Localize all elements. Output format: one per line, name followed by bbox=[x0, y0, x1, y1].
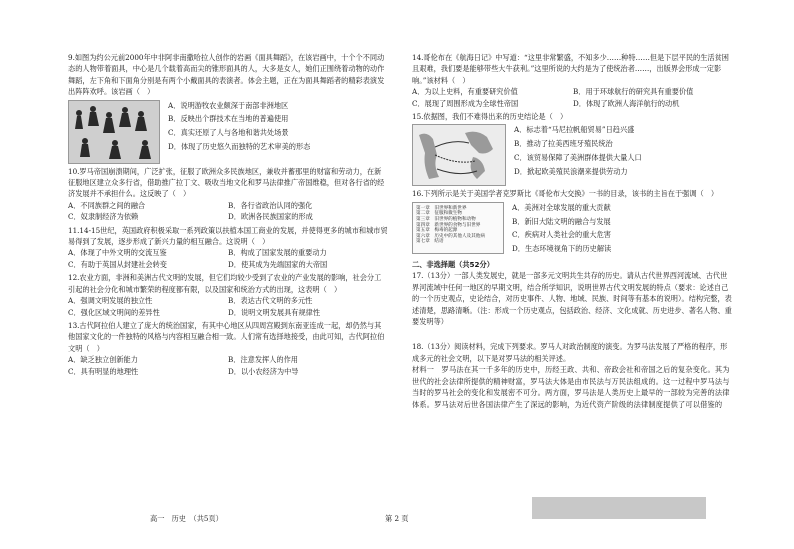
question-10-options bbox=[68, 200, 388, 223]
q11-option-d[interactable]: D．使其成为先端国家的大帝国 bbox=[228, 259, 328, 269]
question-18-stem: 18.（13分）阅读材料，完成下列要求。罗马人对政治制度的演变。为罗马法发展了严格的程序，形成多元的社会文明，以下是对罗马法的相关评述。 bbox=[412, 342, 728, 363]
trade-route-map-svg bbox=[413, 125, 505, 185]
trade-route-map-image bbox=[412, 124, 506, 186]
q14-option-a[interactable]: A．为以上史料，有重要研究价值 bbox=[412, 87, 518, 97]
toc-line: 第三章 旧世界的植物和动物 bbox=[416, 217, 476, 223]
q13-option-b[interactable]: B．注意发挥人的作用 bbox=[228, 355, 298, 365]
question-15-figure-row bbox=[412, 124, 734, 186]
q9-option-d[interactable]: D．体现了历史悠久而独特的艺术审美的形态 bbox=[168, 142, 311, 152]
question-17-stem: 17.（13分）一部人类发展史，就是一部多元文明共生共存的历史。请从古代世界西河流域、古代世界河流域中任何一地区的早期文明，结合所学知识，说明世界古代文明发展的特点（要求：论述自己的一个历史观点，史论结合，对历史事件、人物、地域、民族、时间等有基本的说明）。结构完整，表述清楚，思路清晰。（注：形成一个历史观点，包括政治、经济、文化成就、历史进步、著名人物、重要发明等） bbox=[412, 271, 732, 327]
toc-line: 第七章 结语 bbox=[416, 239, 444, 245]
q13-option-c[interactable]: C．具有明显的地理性 bbox=[68, 366, 139, 376]
q15-option-d[interactable]: D．掀起欧美殖民浪潮来提供劳动力 bbox=[514, 166, 628, 176]
question-11-options bbox=[68, 247, 388, 270]
book-toc-table bbox=[412, 202, 504, 254]
section-2-heading: 二、非选择题（共52分） bbox=[412, 260, 494, 270]
q10-option-d[interactable]: D．欧洲各民族国家的形成 bbox=[228, 212, 313, 222]
question-9-figure-row bbox=[68, 100, 388, 164]
q13-option-d[interactable]: D．以小农经济为中导 bbox=[228, 366, 299, 376]
rock-painting-svg bbox=[69, 101, 159, 163]
q10-option-c[interactable]: C．奴隶制经济为依赖 bbox=[68, 212, 139, 222]
question-12-stem: 12.农业方面，非洲和美洲古代文明的发展，但它们均较少受到了农业的产业发展的影响，社会分工引起的社会分化和城市繁荣的程度都有限，以及国家和统治方式的出现，这表明（ ） bbox=[68, 273, 382, 294]
question-16-stem: 16.下列所示是关于美国学者克罗斯比《哥伦布大交换》一书的目录，该书的主旨在于强调（ ） bbox=[412, 189, 719, 199]
q12-option-c[interactable]: C．强化区域文明间的差异性 bbox=[68, 307, 160, 317]
question-16-options bbox=[504, 202, 734, 257]
q12-option-a[interactable]: A．强调文明发展的独立性 bbox=[68, 296, 153, 306]
question-15-stem: 15.依据图，我们不难得出来的历史结论是（ ） bbox=[412, 112, 568, 122]
left-page-footer: 高一 历史 （共5页） bbox=[150, 514, 223, 523]
q15-option-a[interactable]: A．标志着“马尼拉帆船贸易”日趋兴盛 bbox=[514, 125, 635, 135]
q14-option-d[interactable]: D．体现了欧洲人海洋航行的动机 bbox=[573, 98, 680, 108]
q12-option-d[interactable]: D．说明文明发展具有规律性 bbox=[228, 307, 321, 317]
toc-line: 第一章 旧世界和新世界 bbox=[416, 205, 467, 211]
toc-line: 第二章 征服和微生物 bbox=[416, 211, 462, 217]
question-14-stem: 14.哥伦布在《航海日记》中写道：“这里非常繁盛，不知多少……种特……但是下层平民的生活贫困且艰难，我们要是能够带些大牛获利。”这里所说的大约是为了使统治者……，出版界会形成一定影响。”该材料（ ） bbox=[412, 53, 729, 85]
right-page-footer: 第 2 页 bbox=[385, 514, 409, 523]
question-18-material: 材料一 罗马法在其一千多年的历史中，历经王政、共和、帝政会社和帝国之后的复杂变化。其为世代的社会法律所提供的精神财富，罗马法大体是由市民法与万民法组成的。这一过程中罗马法与当时的罗马社会的变化和发展密不可分。两方面，罗马法是人类历史上最早的一部较为完善的法律体系。罗马法对后世各国法律产生了深远的影响，为近代资产阶级的法律制度提供了可以借鉴的 bbox=[412, 365, 730, 409]
question-9-options bbox=[160, 100, 388, 164]
q10-option-b[interactable]: B．各行省政治认同的强化 bbox=[228, 200, 313, 210]
q9-option-b[interactable]: B．反映出个群技术在当地的普遍使用 bbox=[168, 114, 289, 124]
toc-line: 第五章 梅毒的起源 bbox=[416, 228, 458, 234]
question-13-options bbox=[68, 354, 388, 377]
question-11-stem: 11.14-15世纪，英国政府积极采取一系列政策以扶植本国工商业的发展，并使得更多的城市和城市贸易得到了发展，逐步形成了新兴力量的相互融合。这说明（ ） bbox=[68, 225, 388, 247]
q16-option-c[interactable]: C．疾病对人类社会的重大危害 bbox=[512, 230, 611, 240]
left-column bbox=[68, 52, 388, 377]
q14-option-b[interactable]: B．用于环球航行的研究具有重要价值 bbox=[573, 87, 694, 97]
q14-option-c[interactable]: C．展现了周围形成为全球性帝国 bbox=[412, 98, 519, 108]
question-15-options bbox=[506, 124, 734, 186]
toc-line: 第六章 历史中的其他人及其他病 bbox=[416, 233, 485, 239]
q10-option-a[interactable]: A．不同族群之间的融合 bbox=[68, 200, 146, 210]
question-12-options bbox=[68, 295, 388, 318]
q9-option-a[interactable]: A．说明游牧农业颇深于南部非洲地区 bbox=[168, 100, 289, 110]
question-14-options bbox=[412, 86, 734, 109]
q13-option-a[interactable]: A．缺乏独立创新能力 bbox=[68, 355, 138, 365]
q15-option-c[interactable]: C．该贸易保障了美洲群体提供大量人口 bbox=[514, 153, 642, 163]
toc-line: 第四章 新世界的食物与旧世界 bbox=[416, 222, 481, 228]
redacted-box bbox=[532, 497, 706, 519]
question-13-stem: 13.古代阿拉伯人建立了庞大的统治国家，有其中心地区从四周宫殿到东南亚连成一起，却仍然与其他国家文化的一件独特的风格与内容相互融合相一致。人们常有选择地接受，由此可知，古代阿拉伯文明（ ） bbox=[68, 320, 385, 353]
q11-option-a[interactable]: A．体现了中外文明的交流互鉴 bbox=[68, 248, 167, 258]
rock-painting-image bbox=[68, 100, 160, 164]
q16-option-a[interactable]: A．美洲对全球发展的重大贡献 bbox=[512, 202, 611, 212]
q16-option-d[interactable]: D．生态环境视角下的历史解读 bbox=[512, 244, 612, 254]
q11-option-b[interactable]: B．构成了国家发展的重要动力 bbox=[228, 248, 327, 258]
q15-option-b[interactable]: B．推动了拉美西班牙殖民统治 bbox=[514, 139, 613, 149]
q11-option-c[interactable]: C．有助于英国从封建社会转变 bbox=[68, 259, 167, 269]
question-16-figure-row bbox=[412, 202, 734, 257]
question-9-stem: 9.如图为约公元前2000年中非阿非南撒哈拉人创作的岩画《面具舞蹈》，在该岩画中，十个个不同动态的人物带着面具，中心是几个载着高而尖的锥形面具的人，大多是女人，她们正围绕着动物的动作舞蹈，左下角和下面角分别是有两个小戴面具的表演者。体会主题，正在为面具舞蹈者的精彩表演发出阵阵欢呼。该岩画（ ） bbox=[68, 53, 385, 97]
question-10-stem: 10.罗马帝国崩溃期间，广泛扩张，征服了欧洲众多民族地区，兼收并蓄那里的财富和劳动力，在新征服地区建立众多行省，借助推广拉丁文、吸收当地文化和罗马法律推广帝国维稳，但对各行省的经济发展并不承担什么。这反映了（ ） bbox=[68, 166, 385, 199]
q12-option-b[interactable]: B．表达古代文明的多元性 bbox=[228, 296, 313, 306]
q9-option-c[interactable]: C．真实还原了人与各地和谐共处场景 bbox=[168, 128, 289, 138]
right-column bbox=[412, 52, 734, 410]
q16-option-b[interactable]: B．新旧大陆文明的融合与发展 bbox=[512, 216, 611, 226]
